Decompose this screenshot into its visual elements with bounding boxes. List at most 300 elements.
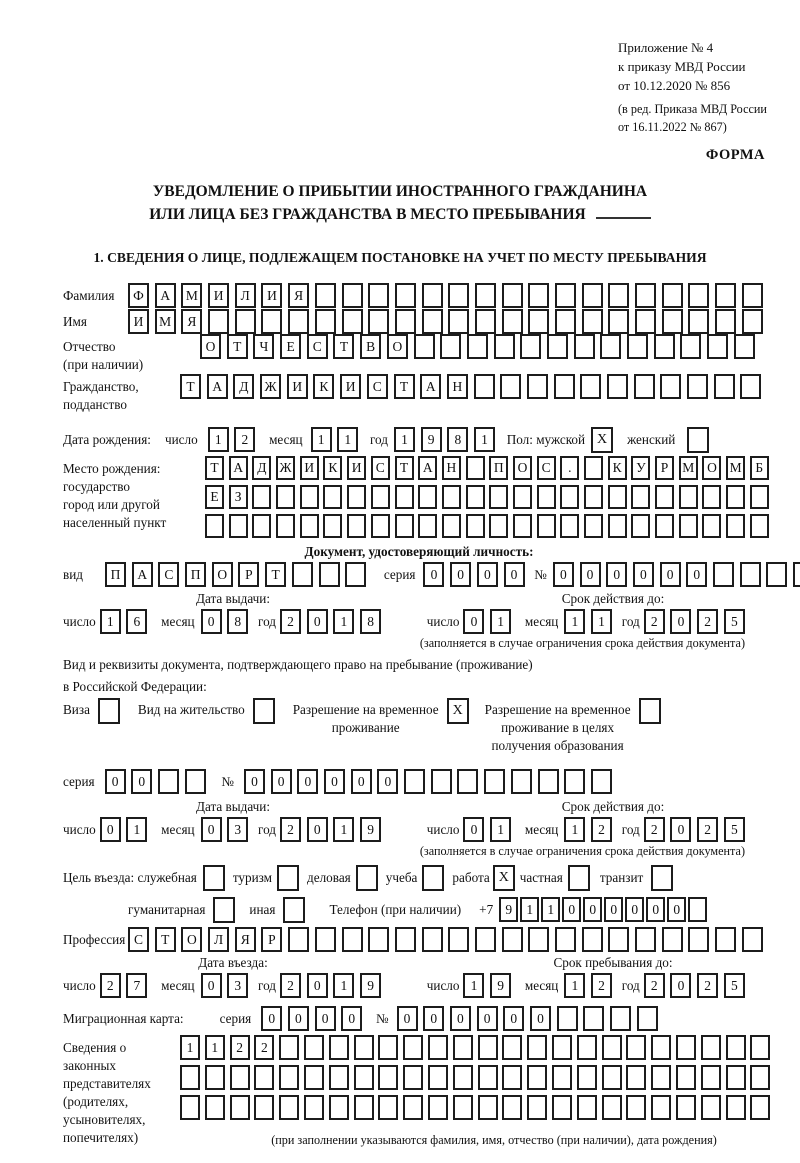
char-cell[interactable]: М: [679, 456, 698, 480]
char-cell[interactable]: 2: [280, 609, 301, 634]
checkbox-empty[interactable]: [98, 698, 120, 724]
char-cell[interactable]: 0: [450, 1006, 471, 1031]
char-cell-empty[interactable]: [229, 514, 248, 538]
char-cell-empty[interactable]: [431, 769, 452, 794]
char-cell-empty[interactable]: [687, 374, 708, 399]
char-cell-empty[interactable]: [600, 334, 621, 359]
char-cell[interactable]: Ч: [253, 334, 274, 359]
char-cell-empty[interactable]: [342, 283, 363, 308]
char-cell-empty[interactable]: [701, 1065, 721, 1090]
checkbox-empty[interactable]: [687, 427, 709, 453]
char-cell[interactable]: Я: [235, 927, 256, 952]
char-cell-empty[interactable]: [637, 1006, 658, 1031]
checkbox-empty[interactable]: [203, 865, 225, 891]
char-cell-empty[interactable]: [660, 374, 681, 399]
char-cell[interactable]: 9: [490, 973, 511, 998]
char-cell[interactable]: Т: [395, 456, 414, 480]
char-cell-empty[interactable]: [279, 1065, 299, 1090]
char-cell-empty[interactable]: [315, 927, 336, 952]
char-cell-empty[interactable]: [304, 1095, 324, 1120]
char-cell[interactable]: 1: [337, 427, 358, 452]
char-cell[interactable]: 0: [377, 769, 398, 794]
char-cell-empty[interactable]: [329, 1035, 349, 1060]
char-cell[interactable]: 0: [201, 609, 222, 634]
char-cell-empty[interactable]: [448, 309, 469, 334]
char-cell[interactable]: 0: [315, 1006, 336, 1031]
char-cell-empty[interactable]: [527, 1095, 547, 1120]
char-cell-empty[interactable]: [679, 514, 698, 538]
char-cell[interactable]: 1: [311, 427, 332, 452]
char-cell[interactable]: 2: [280, 973, 301, 998]
char-cell-empty[interactable]: [428, 1035, 448, 1060]
char-cell-empty[interactable]: [627, 334, 648, 359]
char-cell[interactable]: Я: [181, 309, 202, 334]
char-cell-empty[interactable]: [662, 927, 683, 952]
char-cell[interactable]: 0: [625, 897, 644, 922]
char-cell-empty[interactable]: [584, 456, 603, 480]
char-cell-empty[interactable]: [475, 927, 496, 952]
char-cell-empty[interactable]: [631, 485, 650, 509]
char-cell-empty[interactable]: [422, 927, 443, 952]
char-cell[interactable]: Е: [280, 334, 301, 359]
char-cell-empty[interactable]: [676, 1035, 696, 1060]
char-cell-empty[interactable]: [494, 334, 515, 359]
char-cell[interactable]: 0: [201, 817, 222, 842]
char-cell-empty[interactable]: [502, 1035, 522, 1060]
checkbox-empty[interactable]: [277, 865, 299, 891]
char-cell[interactable]: 2: [591, 817, 612, 842]
char-cell-empty[interactable]: [651, 1065, 671, 1090]
char-cell[interactable]: Т: [205, 456, 224, 480]
char-cell-empty[interactable]: [453, 1095, 473, 1120]
char-cell[interactable]: 9: [360, 817, 381, 842]
char-cell-empty[interactable]: [537, 485, 556, 509]
char-cell-empty[interactable]: [315, 309, 336, 334]
char-cell[interactable]: О: [200, 334, 221, 359]
char-cell[interactable]: 9: [360, 973, 381, 998]
char-cell-empty[interactable]: [607, 374, 628, 399]
char-cell[interactable]: 1: [564, 817, 585, 842]
char-cell[interactable]: О: [387, 334, 408, 359]
char-cell[interactable]: 5: [724, 817, 745, 842]
char-cell[interactable]: И: [300, 456, 319, 480]
char-cell[interactable]: Т: [333, 334, 354, 359]
char-cell-empty[interactable]: [342, 927, 363, 952]
char-cell-empty[interactable]: [403, 1065, 423, 1090]
char-cell-empty[interactable]: [608, 283, 629, 308]
char-cell-empty[interactable]: [428, 1095, 448, 1120]
char-cell-empty[interactable]: [750, 1035, 770, 1060]
char-cell-empty[interactable]: [676, 1065, 696, 1090]
char-cell-empty[interactable]: [371, 514, 390, 538]
char-cell[interactable]: 6: [126, 609, 147, 634]
char-cell[interactable]: Р: [655, 456, 674, 480]
char-cell-empty[interactable]: [345, 562, 366, 587]
char-cell-empty[interactable]: [538, 769, 559, 794]
char-cell-empty[interactable]: [276, 485, 295, 509]
char-cell-empty[interactable]: [511, 769, 532, 794]
char-cell[interactable]: 5: [724, 609, 745, 634]
char-cell-empty[interactable]: [292, 562, 313, 587]
char-cell-empty[interactable]: [734, 334, 755, 359]
char-cell-empty[interactable]: [726, 1095, 746, 1120]
char-cell-empty[interactable]: [304, 1065, 324, 1090]
checkbox-empty[interactable]: [639, 698, 661, 724]
char-cell-empty[interactable]: [527, 374, 548, 399]
char-cell-empty[interactable]: [205, 1065, 225, 1090]
char-cell[interactable]: 1: [208, 427, 229, 452]
char-cell[interactable]: К: [608, 456, 627, 480]
char-cell[interactable]: И: [287, 374, 308, 399]
char-cell[interactable]: С: [371, 456, 390, 480]
char-cell-empty[interactable]: [714, 374, 735, 399]
char-cell[interactable]: .: [560, 456, 579, 480]
char-cell[interactable]: Е: [205, 485, 224, 509]
char-cell[interactable]: 1: [474, 427, 495, 452]
char-cell-empty[interactable]: [577, 1095, 597, 1120]
char-cell-empty[interactable]: [323, 514, 342, 538]
char-cell-empty[interactable]: [635, 309, 656, 334]
char-cell-empty[interactable]: [279, 1095, 299, 1120]
char-cell-empty[interactable]: [742, 283, 763, 308]
char-cell[interactable]: 2: [230, 1035, 250, 1060]
char-cell-empty[interactable]: [422, 309, 443, 334]
char-cell[interactable]: С: [128, 927, 149, 952]
char-cell-empty[interactable]: [304, 1035, 324, 1060]
char-cell-empty[interactable]: [655, 485, 674, 509]
char-cell-empty[interactable]: [513, 485, 532, 509]
char-cell-empty[interactable]: [528, 283, 549, 308]
char-cell-empty[interactable]: [457, 769, 478, 794]
char-cell-empty[interactable]: [537, 514, 556, 538]
char-cell[interactable]: 0: [530, 1006, 551, 1031]
char-cell-empty[interactable]: [347, 485, 366, 509]
char-cell-empty[interactable]: [489, 514, 508, 538]
char-cell[interactable]: 0: [670, 817, 691, 842]
char-cell[interactable]: 8: [227, 609, 248, 634]
char-cell-empty[interactable]: [395, 514, 414, 538]
char-cell[interactable]: Д: [252, 456, 271, 480]
char-cell-empty[interactable]: [742, 927, 763, 952]
char-cell-empty[interactable]: [354, 1065, 374, 1090]
char-cell-empty[interactable]: [577, 1035, 597, 1060]
char-cell-empty[interactable]: [502, 309, 523, 334]
char-cell[interactable]: 0: [351, 769, 372, 794]
char-cell-empty[interactable]: [608, 927, 629, 952]
char-cell[interactable]: Ж: [260, 374, 281, 399]
char-cell-empty[interactable]: [557, 1006, 578, 1031]
char-cell-empty[interactable]: [403, 1035, 423, 1060]
char-cell-empty[interactable]: [466, 485, 485, 509]
char-cell-empty[interactable]: [554, 374, 575, 399]
char-cell[interactable]: 0: [660, 562, 681, 587]
char-cell[interactable]: 0: [307, 817, 328, 842]
char-cell-empty[interactable]: [378, 1095, 398, 1120]
char-cell-empty[interactable]: [395, 485, 414, 509]
char-cell[interactable]: 0: [261, 1006, 282, 1031]
char-cell-empty[interactable]: [793, 562, 800, 587]
char-cell-empty[interactable]: [528, 309, 549, 334]
char-cell-empty[interactable]: [448, 283, 469, 308]
char-cell[interactable]: 0: [686, 562, 707, 587]
char-cell-empty[interactable]: [651, 1035, 671, 1060]
char-cell-empty[interactable]: [395, 283, 416, 308]
char-cell-empty[interactable]: [502, 283, 523, 308]
char-cell[interactable]: 1: [564, 973, 585, 998]
char-cell-empty[interactable]: [688, 897, 707, 922]
char-cell-empty[interactable]: [701, 1035, 721, 1060]
char-cell[interactable]: Я: [288, 283, 309, 308]
char-cell-empty[interactable]: [254, 1095, 274, 1120]
checkbox-empty[interactable]: [356, 865, 378, 891]
char-cell-empty[interactable]: [528, 927, 549, 952]
char-cell-empty[interactable]: [577, 1065, 597, 1090]
char-cell-empty[interactable]: [395, 927, 416, 952]
char-cell-empty[interactable]: [560, 485, 579, 509]
char-cell[interactable]: 0: [450, 562, 471, 587]
char-cell-empty[interactable]: [742, 309, 763, 334]
char-cell-empty[interactable]: [552, 1035, 572, 1060]
char-cell-empty[interactable]: [527, 1035, 547, 1060]
char-cell-empty[interactable]: [489, 485, 508, 509]
char-cell-empty[interactable]: [329, 1065, 349, 1090]
char-cell-empty[interactable]: [750, 1065, 770, 1090]
char-cell-empty[interactable]: [252, 485, 271, 509]
char-cell[interactable]: А: [155, 283, 176, 308]
char-cell-empty[interactable]: [502, 1095, 522, 1120]
char-cell[interactable]: С: [367, 374, 388, 399]
char-cell-empty[interactable]: [453, 1065, 473, 1090]
char-cell[interactable]: 8: [360, 609, 381, 634]
char-cell-empty[interactable]: [208, 309, 229, 334]
char-cell-empty[interactable]: [564, 769, 585, 794]
char-cell-empty[interactable]: [580, 374, 601, 399]
char-cell[interactable]: 0: [646, 897, 665, 922]
char-cell-empty[interactable]: [584, 485, 603, 509]
char-cell[interactable]: 1: [180, 1035, 200, 1060]
char-cell-empty[interactable]: [702, 514, 721, 538]
char-cell[interactable]: 0: [477, 1006, 498, 1031]
char-cell[interactable]: П: [489, 456, 508, 480]
char-cell-empty[interactable]: [230, 1065, 250, 1090]
char-cell-empty[interactable]: [502, 1065, 522, 1090]
char-cell-empty[interactable]: [475, 283, 496, 308]
char-cell[interactable]: 0: [463, 817, 484, 842]
char-cell-empty[interactable]: [475, 309, 496, 334]
char-cell[interactable]: С: [537, 456, 556, 480]
char-cell-empty[interactable]: [584, 514, 603, 538]
char-cell[interactable]: 1: [463, 973, 484, 998]
char-cell-empty[interactable]: [478, 1035, 498, 1060]
char-cell-empty[interactable]: [371, 485, 390, 509]
checkbox-checked[interactable]: X: [493, 865, 515, 891]
checkbox-checked[interactable]: X: [447, 698, 469, 724]
char-cell-empty[interactable]: [608, 485, 627, 509]
char-cell[interactable]: 0: [606, 562, 627, 587]
char-cell-empty[interactable]: [368, 927, 389, 952]
char-cell[interactable]: 0: [504, 562, 525, 587]
char-cell[interactable]: И: [128, 309, 149, 334]
char-cell-empty[interactable]: [662, 283, 683, 308]
checkbox-empty[interactable]: [283, 897, 305, 923]
char-cell[interactable]: 2: [280, 817, 301, 842]
char-cell[interactable]: 2: [100, 973, 121, 998]
char-cell[interactable]: 0: [100, 817, 121, 842]
char-cell[interactable]: 8: [447, 427, 468, 452]
char-cell-empty[interactable]: [323, 485, 342, 509]
char-cell[interactable]: 0: [580, 562, 601, 587]
char-cell[interactable]: А: [420, 374, 441, 399]
char-cell-empty[interactable]: [555, 283, 576, 308]
char-cell-empty[interactable]: [354, 1095, 374, 1120]
char-cell-empty[interactable]: [418, 514, 437, 538]
char-cell-empty[interactable]: [555, 927, 576, 952]
char-cell-empty[interactable]: [513, 514, 532, 538]
char-cell[interactable]: К: [313, 374, 334, 399]
char-cell[interactable]: 1: [205, 1035, 225, 1060]
char-cell-empty[interactable]: [315, 283, 336, 308]
char-cell[interactable]: 0: [667, 897, 686, 922]
char-cell-empty[interactable]: [610, 1006, 631, 1031]
char-cell-empty[interactable]: [252, 514, 271, 538]
char-cell[interactable]: Ф: [128, 283, 149, 308]
char-cell[interactable]: 0: [324, 769, 345, 794]
char-cell[interactable]: А: [132, 562, 153, 587]
char-cell[interactable]: О: [212, 562, 233, 587]
char-cell[interactable]: 1: [394, 427, 415, 452]
char-cell-empty[interactable]: [276, 514, 295, 538]
char-cell[interactable]: 0: [477, 562, 498, 587]
char-cell-empty[interactable]: [453, 1035, 473, 1060]
checkbox-empty[interactable]: [213, 897, 235, 923]
char-cell-empty[interactable]: [205, 514, 224, 538]
char-cell[interactable]: 0: [423, 1006, 444, 1031]
char-cell-empty[interactable]: [626, 1065, 646, 1090]
char-cell[interactable]: 1: [100, 609, 121, 634]
char-cell-empty[interactable]: [582, 927, 603, 952]
char-cell[interactable]: 1: [490, 817, 511, 842]
char-cell-empty[interactable]: [403, 1095, 423, 1120]
char-cell-empty[interactable]: [300, 485, 319, 509]
char-cell[interactable]: А: [207, 374, 228, 399]
char-cell-empty[interactable]: [205, 1095, 225, 1120]
char-cell[interactable]: 1: [333, 817, 354, 842]
char-cell-empty[interactable]: [230, 1095, 250, 1120]
char-cell[interactable]: 0: [553, 562, 574, 587]
char-cell-empty[interactable]: [440, 334, 461, 359]
char-cell[interactable]: 0: [131, 769, 152, 794]
char-cell[interactable]: 0: [297, 769, 318, 794]
char-cell[interactable]: Р: [238, 562, 259, 587]
char-cell[interactable]: 1: [490, 609, 511, 634]
char-cell-empty[interactable]: [520, 334, 541, 359]
char-cell[interactable]: 0: [307, 973, 328, 998]
char-cell-empty[interactable]: [608, 309, 629, 334]
char-cell-empty[interactable]: [395, 309, 416, 334]
char-cell-empty[interactable]: [750, 485, 769, 509]
char-cell-empty[interactable]: [740, 562, 761, 587]
char-cell-empty[interactable]: [342, 309, 363, 334]
char-cell-empty[interactable]: [368, 283, 389, 308]
char-cell[interactable]: Д: [233, 374, 254, 399]
char-cell-empty[interactable]: [319, 562, 340, 587]
char-cell[interactable]: И: [208, 283, 229, 308]
char-cell-empty[interactable]: [688, 309, 709, 334]
char-cell[interactable]: А: [418, 456, 437, 480]
char-cell[interactable]: Л: [208, 927, 229, 952]
char-cell[interactable]: 0: [604, 897, 623, 922]
char-cell-empty[interactable]: [288, 927, 309, 952]
char-cell-empty[interactable]: [680, 334, 701, 359]
char-cell-empty[interactable]: [602, 1065, 622, 1090]
char-cell-empty[interactable]: [726, 1065, 746, 1090]
char-cell[interactable]: 3: [227, 817, 248, 842]
char-cell[interactable]: 0: [105, 769, 126, 794]
char-cell-empty[interactable]: [591, 769, 612, 794]
char-cell[interactable]: О: [181, 927, 202, 952]
char-cell[interactable]: И: [347, 456, 366, 480]
char-cell[interactable]: С: [307, 334, 328, 359]
char-cell[interactable]: Б: [750, 456, 769, 480]
char-cell-empty[interactable]: [582, 309, 603, 334]
char-cell-empty[interactable]: [651, 1095, 671, 1120]
char-cell[interactable]: И: [261, 283, 282, 308]
char-cell[interactable]: 0: [633, 562, 654, 587]
char-cell-empty[interactable]: [180, 1065, 200, 1090]
char-cell[interactable]: О: [702, 456, 721, 480]
char-cell[interactable]: К: [323, 456, 342, 480]
char-cell-empty[interactable]: [254, 1065, 274, 1090]
char-cell-empty[interactable]: [626, 1095, 646, 1120]
char-cell[interactable]: 0: [288, 1006, 309, 1031]
checkbox-empty[interactable]: [568, 865, 590, 891]
char-cell[interactable]: М: [181, 283, 202, 308]
char-cell-empty[interactable]: [500, 374, 521, 399]
char-cell-empty[interactable]: [378, 1035, 398, 1060]
char-cell-empty[interactable]: [466, 514, 485, 538]
char-cell[interactable]: 0: [271, 769, 292, 794]
char-cell-empty[interactable]: [235, 309, 256, 334]
char-cell-empty[interactable]: [715, 283, 736, 308]
char-cell[interactable]: Н: [447, 374, 468, 399]
char-cell-empty[interactable]: [180, 1095, 200, 1120]
char-cell[interactable]: Т: [180, 374, 201, 399]
char-cell[interactable]: У: [631, 456, 650, 480]
char-cell[interactable]: 0: [423, 562, 444, 587]
char-cell-empty[interactable]: [552, 1065, 572, 1090]
char-cell[interactable]: 7: [126, 973, 147, 998]
checkbox-checked[interactable]: X: [591, 427, 613, 453]
char-cell[interactable]: 0: [201, 973, 222, 998]
char-cell-empty[interactable]: [688, 927, 709, 952]
char-cell[interactable]: М: [155, 309, 176, 334]
char-cell-empty[interactable]: [583, 1006, 604, 1031]
char-cell-empty[interactable]: [560, 514, 579, 538]
char-cell-empty[interactable]: [707, 334, 728, 359]
char-cell-empty[interactable]: [261, 309, 282, 334]
char-cell-empty[interactable]: [635, 927, 656, 952]
char-cell-empty[interactable]: [602, 1095, 622, 1120]
char-cell-empty[interactable]: [552, 1095, 572, 1120]
char-cell[interactable]: Н: [442, 456, 461, 480]
char-cell[interactable]: П: [105, 562, 126, 587]
char-cell[interactable]: 5: [724, 973, 745, 998]
char-cell-empty[interactable]: [688, 283, 709, 308]
char-cell-empty[interactable]: [478, 1065, 498, 1090]
char-cell-empty[interactable]: [740, 374, 761, 399]
char-cell-empty[interactable]: [655, 514, 674, 538]
char-cell[interactable]: 2: [697, 609, 718, 634]
